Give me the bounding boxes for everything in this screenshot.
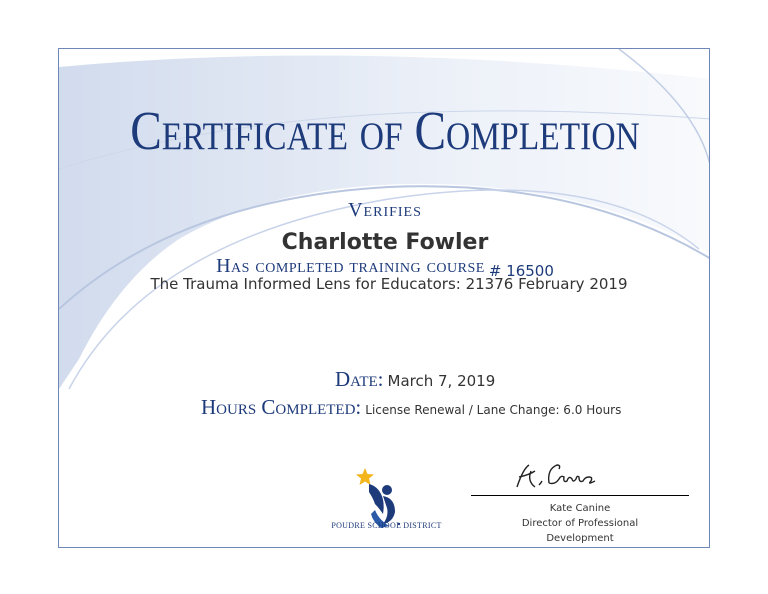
course-title: The Trauma Informed Lens for Educators: 21376 February 2019 (150, 275, 628, 293)
completed-label: Has completed training course (216, 255, 485, 277)
verifies-label: Verifies (348, 199, 422, 221)
certificate-frame (58, 48, 710, 548)
signature-line (471, 495, 689, 496)
date-value: March 7, 2019 (387, 372, 496, 390)
logo-text: POUDRE SCHOOL DISTRICT (331, 521, 442, 530)
certificate-title: Certificate of Completion (130, 100, 640, 161)
course-number: # 16500 (488, 262, 554, 280)
date-label: Date: (335, 367, 384, 391)
signatory-name: Kate Canine (549, 503, 611, 514)
hours-row (201, 395, 621, 420)
signatory-title: Director of Professional Development (521, 518, 639, 544)
signature-image (509, 457, 609, 493)
date-row (335, 367, 495, 392)
hours-value: License Renewal / Lane Change: 6.0 Hours (365, 403, 622, 417)
signatory-block (471, 501, 689, 546)
hours-label: Hours Completed: (201, 395, 362, 419)
recipient-name: Charlotte Fowler (281, 230, 489, 255)
